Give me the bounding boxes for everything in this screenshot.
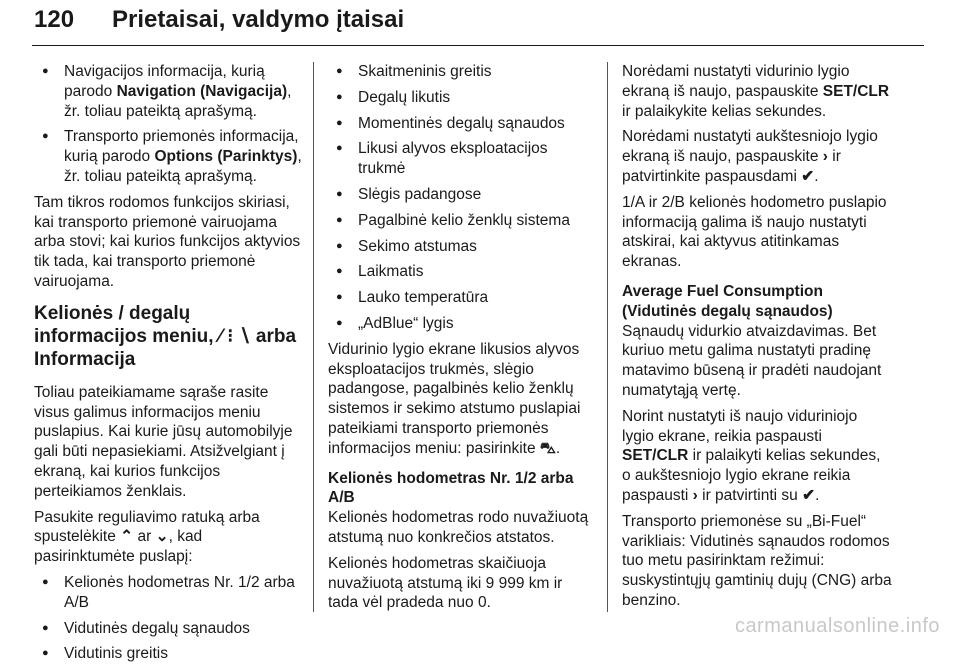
chevron-down-icon: ⌄: [155, 528, 169, 546]
watermark: carmanualsonline.info: [734, 615, 940, 637]
paragraph: Kelionės hodometras skaičiuoja nuvažiuotą atstumą iki 9 999 km ir tada vėl pradeda nuo 0.: [328, 554, 563, 612]
paragraph: Transporto priemonėse su „Bi-Fuel“ varikliais: Vidutinės sąnaudos rodomos tuo metu pasirinktam režimui: suskystintųjų gamtinių dujų (CNG) arba benzino.: [622, 512, 892, 609]
list-item: ● Transporto priemonės informacija, kurią parodo Options (Parinktys), žr. toliau pateiktą aprašymą.: [34, 127, 302, 186]
list-item: ● Likusi alyvos eksploatacijos trukmė: [328, 139, 596, 179]
list-item: ● Kelionės hodometras Nr. 1/2 arba A/B: [34, 573, 302, 613]
column-divider-2: [607, 62, 608, 612]
chevron-up-icon: ⌃: [120, 528, 134, 546]
list-item: ● Pagalbinė kelio ženklų sistema: [328, 211, 596, 231]
column-2: [328, 62, 596, 619]
list-item: ● Degalų likutis: [328, 88, 596, 108]
car-icon: ⛍: [539, 439, 556, 457]
list-item: ● Vidutinės degalų sąnaudos: [34, 619, 302, 639]
subsection-heading: Kelionės hodometras Nr. 1/2 arba A/B: [328, 469, 574, 507]
paragraph: Norėdami nustatyti aukštesniojo lygio ekraną iš naujo, paspauskite › ir patvirtinkite paspausdami ✔.: [622, 128, 878, 185]
page-list-continued: [328, 62, 596, 334]
set-clr-term: SET/CLR: [822, 82, 890, 100]
options-term: Options (Parinktys): [154, 148, 298, 166]
paragraph: Norint nustatyti iš naujo viduriniojo lygio ekrane, reikia paspausti SET/CLR ir palaikyti kelias sekundes, o aukštesniojo lygio ekrane reikia paspausti › ir patvirtinti su ✔.: [622, 407, 881, 504]
navigation-term: Navigation (Navigacija): [116, 82, 288, 100]
check-icon: ✔: [802, 486, 816, 504]
list-item: ● Navigacijos informacija, kurią parodo Navigation (Navigacija), žr. toliau pateiktą aprašymą.: [34, 62, 302, 121]
section-heading: Kelionės / degalų informacijos meniu, ⁄ ⁝ ∖ arba Informacija: [34, 302, 297, 370]
page-number: 120: [34, 6, 75, 33]
chevron-right-icon: ›: [692, 486, 698, 504]
paragraph: Sąnaudų vidurkio atvaizdavimas. Bet kuriuo metu galima nustatyti pradinę matavimo būseną ir pradėti naudojant numatytąją vertę.: [622, 322, 882, 399]
page-title: Prietaisai, valdymo įtaisai: [112, 6, 405, 33]
list-item: ● Laikmatis: [328, 262, 596, 282]
column-1: [34, 62, 302, 670]
set-clr-term: SET/CLR: [622, 447, 689, 465]
paragraph: Kelionės hodometras rodo nuvažiuotą atstumą nuo konkrečios atstatos.: [328, 509, 589, 546]
intro-list: [34, 62, 302, 187]
page-list: [34, 573, 302, 664]
page-header: [32, 4, 924, 46]
paragraph: 1/A ir 2/B kelionės hodometro puslapio informaciją galima iš naujo nustatyti atskirai, kai aktyvus atitinkamas ekranas.: [622, 193, 887, 271]
column-3: [622, 62, 892, 617]
list-item: ● Skaitmeninis greitis: [328, 62, 596, 82]
paragraph: Vidurinio lygio ekrane likusios alyvos eksploatacijos trukmės, slėgio padangose, pagalbinės kelio ženklų sistemos ir sekimo atstumo puslapiai pateikiami transporto priemonės informacijos meniu: pasirinkite ⛍.: [328, 340, 581, 457]
list-item: ● Vidutinis greitis: [34, 644, 302, 664]
paragraph: Norėdami nustatyti vidurinio lygio ekraną iš naujo, paspauskite SET/CLR ir palaikykite kelias sekundes.: [622, 63, 890, 120]
list-item: ● Slėgis padangose: [328, 185, 596, 205]
list-item: ● „AdBlue“ lygis: [328, 314, 596, 334]
chevron-right-icon: ›: [822, 148, 828, 166]
subsection-heading: Average Fuel Consumption (Vidutinės degalų sąnaudos): [622, 282, 833, 320]
column-divider-1: [313, 62, 314, 612]
paragraph: Toliau pateikiamame sąraše rasite visus galimus informacijos meniu puslapius. Kai kurie jūsų automobilyje gali būti nepasiekiami. Atsižvelgiant į ekraną, kai kurios funkcijos perteikiamos ženklais.: [34, 383, 293, 500]
trip-menu-icon: ⁄ ⁝ ∖: [218, 325, 251, 347]
list-item: ● Lauko temperatūra: [328, 288, 596, 308]
paragraph: Pasukite reguliavimo ratuką arba spustelėkite ⌃ ar ⌄, kad pasirinktumėte puslapį:: [34, 508, 260, 566]
check-icon: ✔: [801, 167, 815, 185]
list-item: ● Momentinės degalų sąnaudos: [328, 114, 596, 134]
paragraph: Tam tikros rodomos funkcijos skiriasi, kai transporto priemonė vairuojama arba stovi; kai kurios funkcijos aktyvios tik tada, kai transporto priemonė vairuojama.: [34, 193, 301, 290]
list-item: ● Sekimo atstumas: [328, 237, 596, 257]
